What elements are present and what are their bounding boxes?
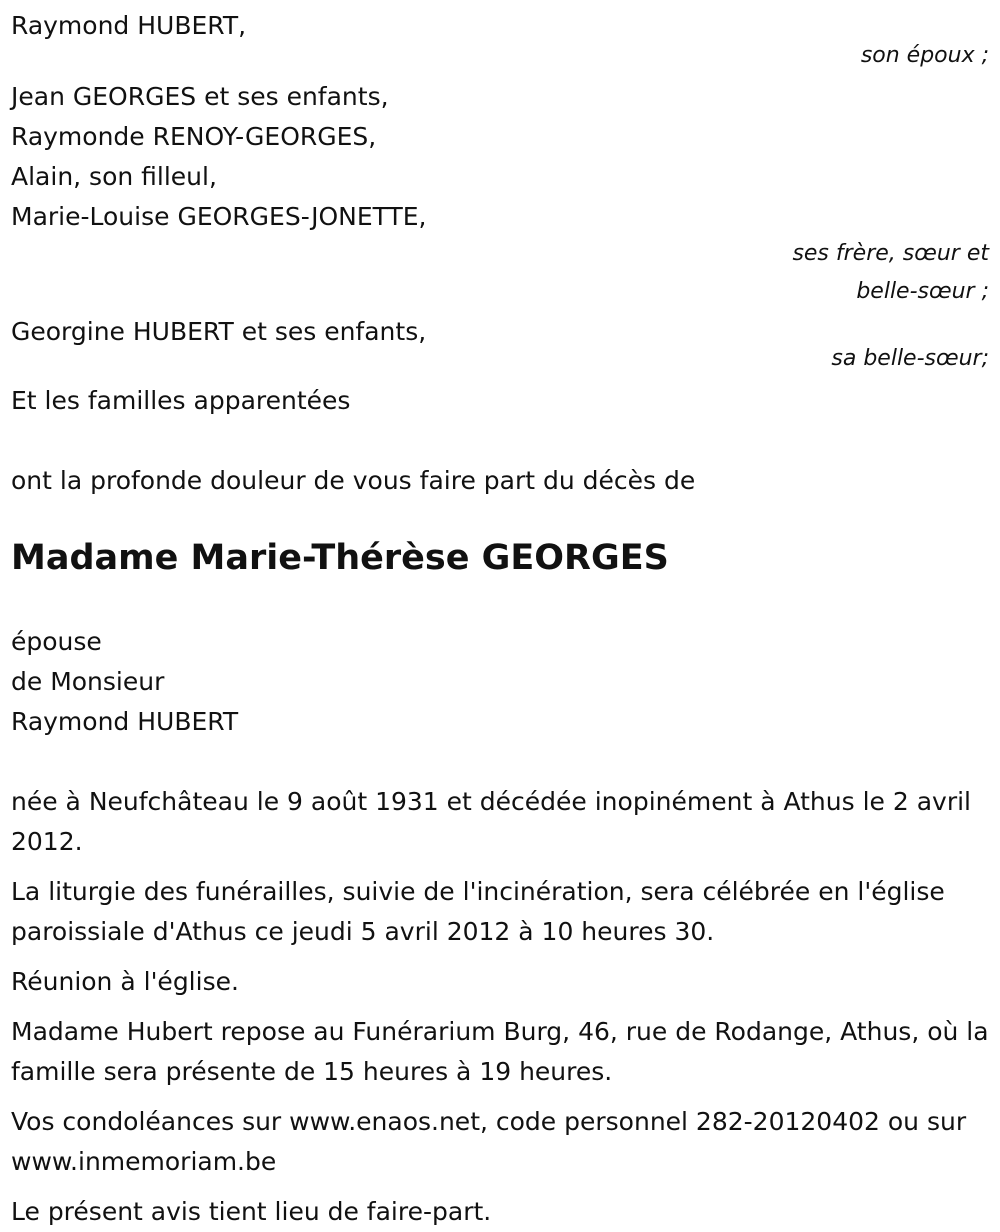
sibling-line: Marie-Louise GEORGES-JONETTE,	[11, 202, 427, 231]
spouse-line: de Monsieur	[11, 667, 165, 696]
spouse-line: Raymond HUBERT	[11, 707, 239, 736]
sibling-line: Raymonde RENOY-GEORGES,	[11, 122, 377, 151]
spouse-line: épouse	[11, 627, 102, 656]
sibling-line: Jean GEORGES et ses enfants,	[11, 82, 389, 111]
siblings-block	[11, 77, 989, 308]
deceased-name: Madame Marie-Thérèse GEORGES	[11, 538, 669, 578]
birth-death-paragraph: née à Neufchâteau le 9 août 1931 et décédée inopinément à Athus le 2 avril 2012.	[11, 787, 971, 856]
details-block	[11, 782, 989, 1232]
spouse-block	[11, 622, 989, 742]
siblings-relation: belle-sœur ;	[856, 279, 989, 304]
sibling-line: Alain, son filleul,	[11, 162, 217, 191]
siblings-relation: ses frère, sœur et	[792, 241, 989, 266]
sister-in-law-block	[11, 312, 989, 375]
funeral-paragraph: La liturgie des funérailles, suivie de l'incinération, sera célébrée en l'église paroissiale d'Athus ce jeudi 5 avril 2012 à 10 heures 30.	[11, 877, 945, 946]
husband-relation: son époux ;	[860, 43, 989, 68]
related-families: Et les familles apparentées	[11, 386, 351, 415]
husband-name: Raymond HUBERT,	[11, 11, 247, 40]
obituary-notice	[11, 0, 989, 1232]
husband-block	[11, 6, 989, 72]
condolences-paragraph: Vos condoléances sur www.enaos.net, code personnel 282-20120402 ou sur www.inmemoriam.be	[11, 1107, 967, 1176]
notice-paragraph: Le présent avis tient lieu de faire-part.	[11, 1197, 492, 1226]
sister-in-law-name: Georgine HUBERT et ses enfants,	[11, 317, 427, 346]
announcement-text: ont la profonde douleur de vous faire part du décès de	[11, 466, 696, 495]
funerarium-paragraph: Madame Hubert repose au Funérarium Burg, 46, rue de Rodange, Athus, où la famille sera présente de 15 heures à 19 heures.	[11, 1017, 989, 1086]
sister-in-law-relation: sa belle-sœur;	[831, 346, 989, 371]
meeting-paragraph: Réunion à l'église.	[11, 967, 239, 996]
